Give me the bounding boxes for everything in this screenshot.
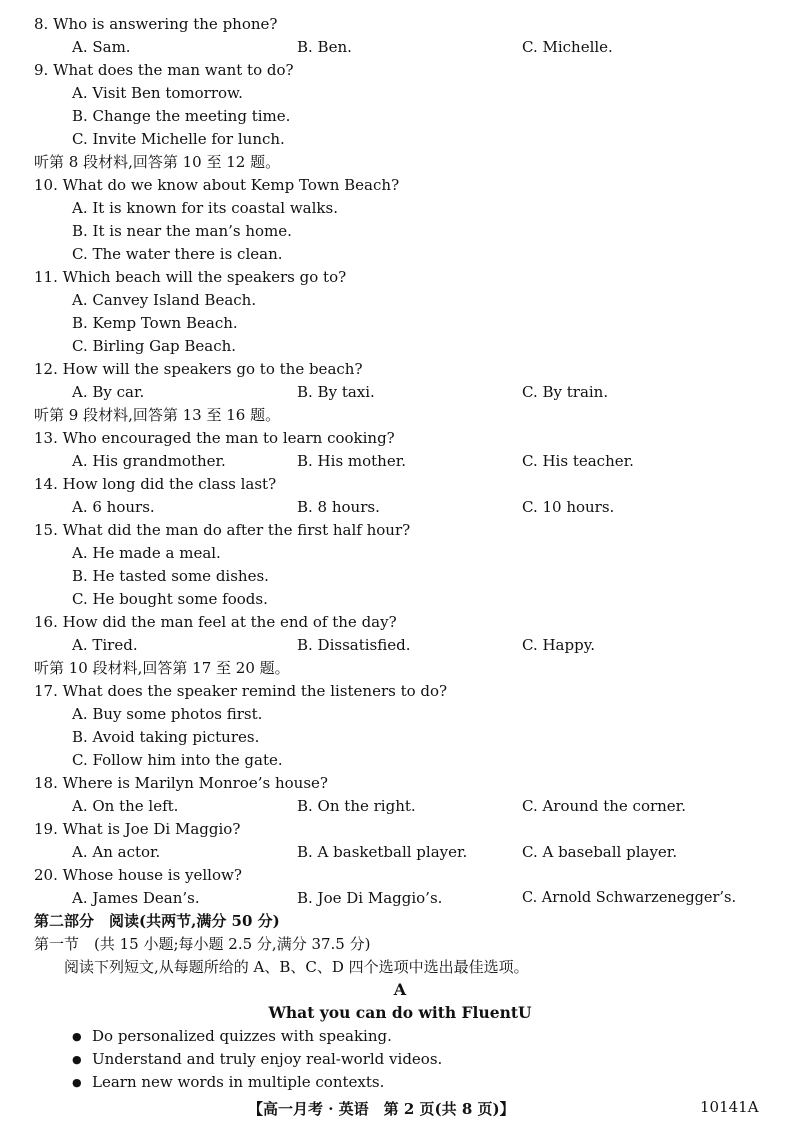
question-11-option-b: B. Kemp Town Beach. <box>72 314 238 332</box>
question-14-option-a: A. 6 hours. <box>72 498 155 516</box>
passage-letter: A <box>393 980 407 999</box>
question-17-option-c: C. Follow him into the gate. <box>72 751 283 769</box>
page-footer-label: 【高一月考 · 英语 第 2 页(共 8 页)】 <box>248 1100 515 1118</box>
question-8-option-b: B. Ben. <box>297 38 352 56</box>
question-15-stem: 15. What did the man do after the first half hour? <box>34 521 411 539</box>
question-8-option-c: C. Michelle. <box>522 38 613 56</box>
part2-title: 第二部分 阅读(共两节,满分 50 分) <box>34 912 280 930</box>
question-13-option-a: A. His grandmother. <box>72 452 226 470</box>
question-9-stem: 9. What does the man want to do? <box>34 61 294 79</box>
part2-section1-header: 第一节 (共 15 小题;每小题 2.5 分,满分 37.5 分) <box>34 935 371 953</box>
question-14-stem: 14. How long did the class last? <box>34 475 277 493</box>
question-11-stem: 11. Which beach will the speakers go to? <box>34 268 347 286</box>
question-8-option-a: A. Sam. <box>72 38 131 56</box>
question-9-option-c: C. Invite Michelle for lunch. <box>72 130 285 148</box>
question-18-stem: 18. Where is Marilyn Monroe’s house? <box>34 774 328 792</box>
question-11-option-c: C. Birling Gap Beach. <box>72 337 237 355</box>
section-10-header: 听第 10 段材料,回答第 17 至 20 题。 <box>34 659 290 677</box>
question-9-option-a: A. Visit Ben tomorrow. <box>72 84 243 102</box>
question-18-option-a: A. On the left. <box>72 797 179 815</box>
question-10-option-b: B. It is near the man’s home. <box>72 222 292 240</box>
question-16-option-c: C. Happy. <box>522 636 595 654</box>
question-14-option-b: B. 8 hours. <box>297 498 380 516</box>
question-19-option-b: B. A basketball player. <box>297 843 468 861</box>
question-10-stem: 10. What do we know about Kemp Town Beach? <box>34 176 400 194</box>
bullet-item: ● Do personalized quizzes with speaking. <box>72 1025 392 1048</box>
question-20-option-c: C. Arnold Schwarzenegger’s. <box>522 890 737 906</box>
question-18-option-c: C. Around the corner. <box>522 797 686 815</box>
question-10-option-c: C. The water there is clean. <box>72 245 283 263</box>
question-12-option-c: C. By train. <box>522 383 609 401</box>
section-8-header: 听第 8 段材料,回答第 10 至 12 题。 <box>34 153 281 171</box>
question-19-option-c: C. A baseball player. <box>522 843 678 861</box>
question-12-option-b: B. By taxi. <box>297 383 375 401</box>
question-11-option-a: A. Canvey Island Beach. <box>72 291 257 309</box>
question-8-stem: 8. Who is answering the phone? <box>34 15 278 33</box>
question-13-option-b: B. His mother. <box>297 452 407 470</box>
question-14-option-c: C. 10 hours. <box>522 498 615 516</box>
question-16-option-a: A. Tired. <box>72 636 138 654</box>
question-15-option-a: A. He made a meal. <box>72 544 221 562</box>
question-9-option-b: B. Change the meeting time. <box>72 107 291 125</box>
question-19-option-a: A. An actor. <box>72 843 161 861</box>
question-13-option-c: C. His teacher. <box>522 452 634 470</box>
question-15-option-c: C. He bought some foods. <box>72 590 268 608</box>
question-17-stem: 17. What does the speaker remind the listeners to do? <box>34 682 448 700</box>
passage-title: What you can do with FluentU <box>268 1003 532 1022</box>
question-16-option-b: B. Dissatisfied. <box>297 636 411 654</box>
page-footer-code: 10141A <box>700 1098 759 1116</box>
question-20-stem: 20. Whose house is yellow? <box>34 866 242 884</box>
bullet-item: ● Understand and truly enjoy real-world videos. <box>72 1048 442 1071</box>
question-20-option-b: B. Joe Di Maggio’s. <box>297 889 443 907</box>
question-19-stem: 19. What is Joe Di Maggio? <box>34 820 241 838</box>
question-13-stem: 13. Who encouraged the man to learn cooking? <box>34 429 395 447</box>
question-16-stem: 16. How did the man feel at the end of the day? <box>34 613 397 631</box>
section-9-header: 听第 9 段材料,回答第 13 至 16 题。 <box>34 406 281 424</box>
question-18-option-b: B. On the right. <box>297 797 416 815</box>
question-12-stem: 12. How will the speakers go to the beach? <box>34 360 363 378</box>
bullet-item: ● Learn new words in multiple contexts. <box>72 1071 384 1094</box>
question-17-option-a: A. Buy some photos first. <box>72 705 263 723</box>
reading-instruction: 阅读下列短文,从每题所给的 A、B、C、D 四个选项中选出最佳选项。 <box>64 958 529 976</box>
question-12-option-a: A. By car. <box>72 383 145 401</box>
question-20-option-a: A. James Dean’s. <box>72 889 200 907</box>
question-15-option-b: B. He tasted some dishes. <box>72 567 269 585</box>
question-10-option-a: A. It is known for its coastal walks. <box>72 199 338 217</box>
question-17-option-b: B. Avoid taking pictures. <box>72 728 260 746</box>
